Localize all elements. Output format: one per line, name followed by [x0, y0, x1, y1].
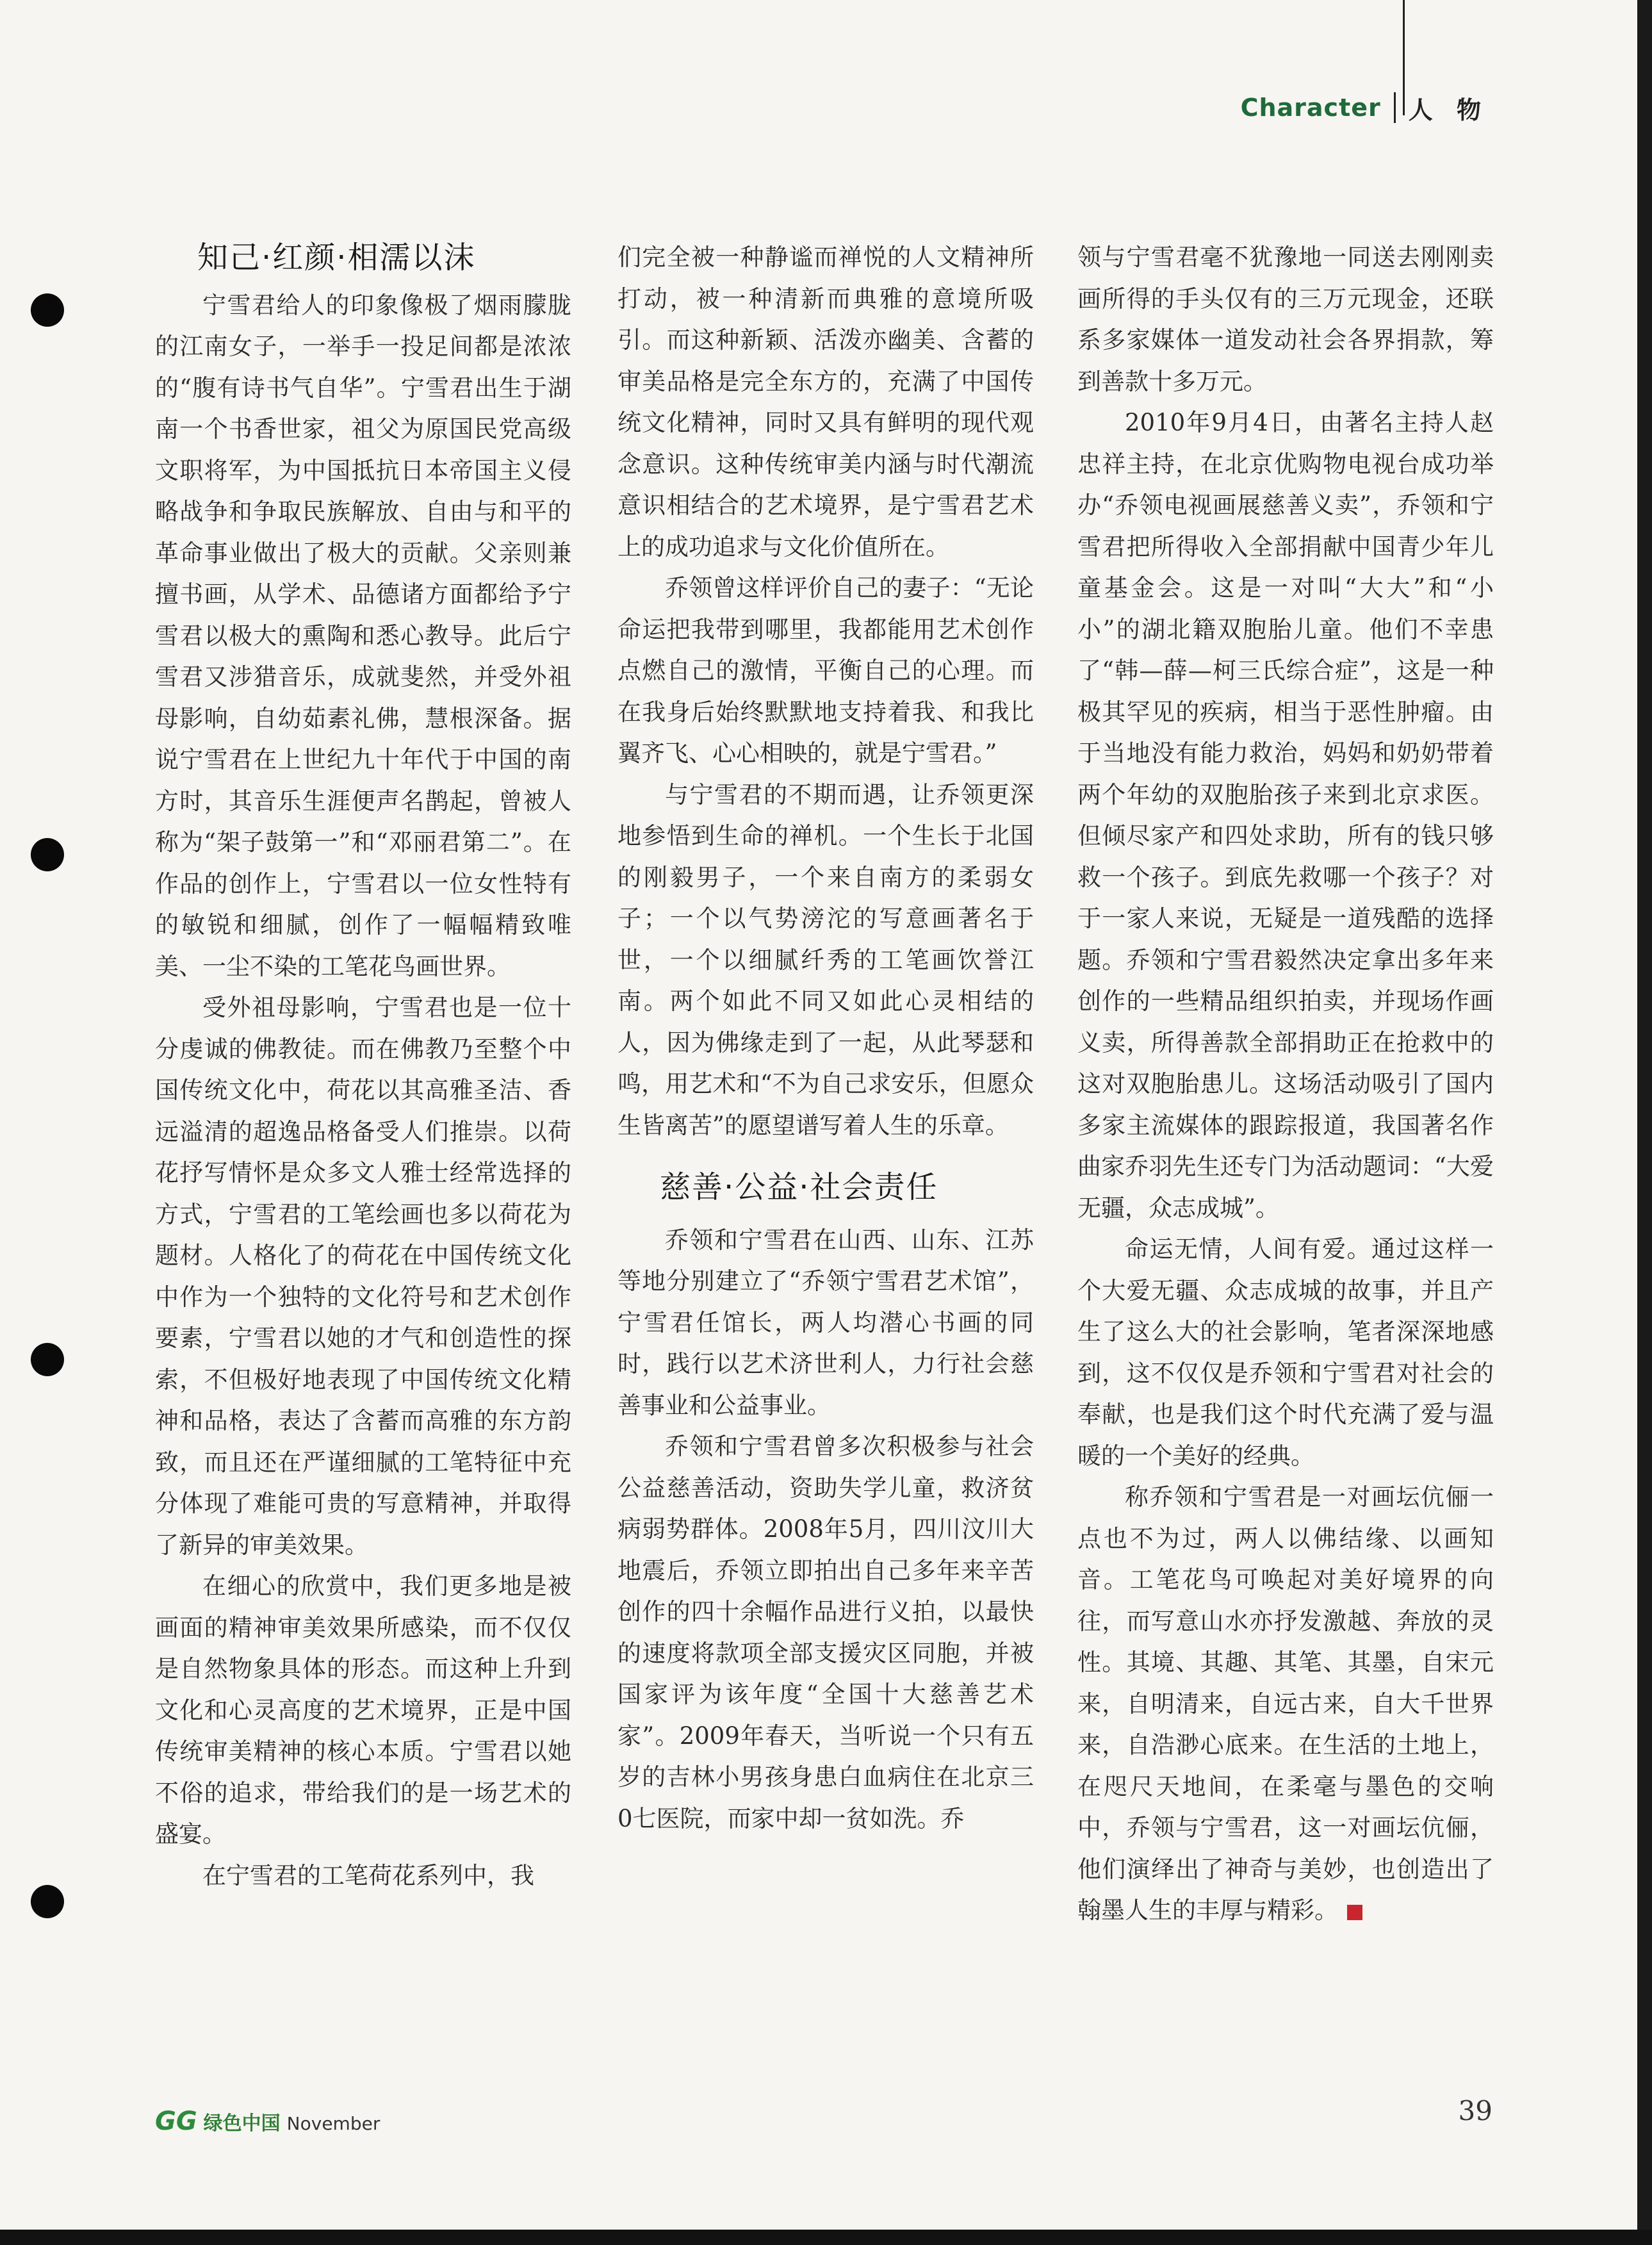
binder-hole: [31, 1885, 64, 1918]
paragraph-continued: 们完全被一种静谧而禅悦的人文精神所打动，被一种清新而典雅的意境所吸引。而这种新颖、活泼亦幽美、含蓄的审美品格是完全东方的，充满了中国传统文化精神，同时又具有鲜明的现代观念意识。这种传统审美内涵与时代潮流意识相结合的艺术境界，是宁雪君艺术上的成功追求与文化价值所在。: [617, 243, 1034, 561]
magazine-logo: GG: [155, 2107, 197, 2136]
section-label-en: Character: [1240, 94, 1381, 122]
end-of-article-mark: [1347, 1905, 1362, 1920]
section-title-1: 知己·红颜·相濡以沫: [197, 240, 476, 275]
paragraph: 2010年9月4日，由著名主持人赵忠祥主持，在北京优购物电视台成功举办“乔领电视画展慈善义卖”，乔领和宁雪君把所得收入全部捐献中国青少年儿童基金会。这是一对叫“大大”和“小小”的湖北籍双胞胎儿童。他们不幸患了“韩—薛—柯三氏综合症”，这是一种极其罕见的疾病，相当于恶性肿瘤。由于当地没有能力救治，妈妈和奶奶带着两个年幼的双胞胎孩子来到北京求医。但倾尽家产和四处求助，所有的钱只够救一个孩子。到底先救哪一个孩子？对于一家人来说，无疑是一道残酷的选择题。乔领和宁雪君毅然决定拿出多年来创作的一些精品组织拍卖，并现场作画义卖，所得善款全部捐助正在抢救中的这对双胞胎患儿。这场活动吸引了国内多家主流媒体的跟踪报道，我国著名作曲家乔羽先生还专门为活动题词：“大爱无疆，众志成城”。: [1077, 409, 1494, 1222]
paragraph-text: 称乔领和宁雪君是一对画坛伉俪一点也不为过，两人以佛结缘、以画知音。工笔花鸟可唤起对美好境界的向往，而写意山水亦抒发激越、奔放的灵性。其境、其趣、其笔、其墨，自宋元来，自明清来，自远古来，自大千世界来，自浩渺心底来。在生活的土地上，在咫尺天地间，在柔毫与墨色的交响中，乔领与宁雪君，这一对画坛伉俪，他们演绎出了神奇与美妙，也创造出了翰墨人生的丰厚与精彩。: [1077, 1483, 1494, 1924]
issue-month: November: [286, 2113, 380, 2134]
paragraph: 乔领曾这样评价自己的妻子：“无论命运把我带到哪里，我都能用艺术创作点燃自己的激情，平衡自己的心理。而在我身后始终默默地支持着我、和我比翼齐飞、心心相映的，就是宁雪君。”: [617, 574, 1034, 767]
scan-edge-bottom: [0, 2230, 1652, 2245]
paragraph: 在细心的欣赏中，我们更多地是被画面的精神审美效果所感染，而不仅仅是自然物象具体的形态。而这种上升到文化和心灵高度的艺术境界，正是中国传统审美精神的核心本质。宁雪君以她不俗的追求，带给我们的是一场艺术的盛宴。: [155, 1572, 571, 1848]
section-title-2: 慈善·公益·社会责任: [660, 1169, 938, 1205]
article-column-3: [1077, 237, 1494, 1932]
article-column-1: [155, 237, 571, 1896]
binder-hole: [31, 838, 64, 871]
paragraph: 命运无情，人间有爱。通过这样一个大爱无疆、众志成城的故事，并且产生了这么大的社会影响，笔者深深地感到，这不仅仅是乔领和宁雪君对社会的奉献，也是我们这个时代充满了爱与温暖的一个美好的经典。: [1077, 1235, 1494, 1470]
paragraph: 乔领和宁雪君曾多次积极参与社会公益慈善活动，资助失学儿童，救济贫病弱势群体。2008年5月，四川汶川大地震后，乔领立即拍出自己多年来辛苦创作的四十余幅作品进行义拍，以最快的速度将款项全部支援灾区同胞，并被国家评为该年度“全国十大慈善艺术家”。2009年春天，当听说一个只有五岁的吉林小男孩身患白血病住在北京三0七医院，而家中却一贫如洗。乔: [617, 1433, 1034, 1832]
page-footer: [155, 2107, 380, 2139]
paragraph: 与宁雪君的不期而遇，让乔领更深地参悟到生命的禅机。一个生长于北国的刚毅男子，一个来自南方的柔弱女子；一个以气势滂沱的写意画著名于世，一个以细腻纤秀的工笔画饮誉江南。两个如此不同又如此心灵相结的人，因为佛缘走到了一起，从此琴瑟和鸣，用艺术和“不为自己求安乐，但愿众生皆离苦”的愿望谱写着人生的乐章。: [617, 780, 1034, 1139]
paragraph-continued: 领与宁雪君毫不犹豫地一同送去刚刚卖画所得的手头仅有的三万元现金，还联系多家媒体一道发动社会各界捐款，筹到善款十多万元。: [1077, 243, 1494, 395]
binder-hole: [31, 1343, 64, 1376]
section-label-zh: 人 物: [1408, 95, 1489, 124]
section-header: [1241, 88, 1489, 127]
header-separator: [1394, 92, 1396, 123]
article-column-2: [617, 237, 1034, 1839]
scan-edge-right: [1637, 0, 1652, 2245]
paragraph: 乔领和宁雪君在山西、山东、江苏等地分别建立了“乔领宁雪君艺术馆”，宁雪君任馆长，两人均潜心书画的同时，践行以艺术济世利人，力行社会慈善事业和公益事业。: [617, 1226, 1034, 1419]
paragraph: 在宁雪君的工笔荷花系列中，我: [202, 1861, 534, 1889]
paragraph: 受外祖母影响，宁雪君也是一位十分虔诚的佛教徒。而在佛教乃至整个中国传统文化中，荷花以其高雅圣洁、香远溢清的超逸品格备受人们推崇。以荷花抒写情怀是众多文人雅士经常选择的方式，宁雪君的工笔绘画也多以荷花为题材。人格化了的荷花在中国传统文化中作为一个独特的文化符号和艺术创作要素，宁雪君以她的才气和创造性的探索，不但极好地表现了中国传统文化精神和品格，表达了含蓄而高雅的东方韵致，而且还在严谨细腻的工笔特征中充分体现了难能可贵的写意精神，并取得了新异的审美效果。: [155, 994, 571, 1559]
magazine-name: 绿色中国: [203, 2112, 281, 2135]
paragraph: 宁雪君给人的印象像极了烟雨朦胧的江南女子，一举手一投足间都是浓浓的“腹有诗书气自华”。宁雪君出生于湖南一个书香世家，祖父为原国民党高级文职将军，为中国抵抗日本帝国主义侵略战争和争取民族解放、自由与和平的革命事业做出了极大的贡献。父亲则兼擅书画，从学术、品德诸方面都给予宁雪君以极大的熏陶和悉心教导。此后宁雪君又涉猎音乐，成就斐然，并受外祖母影响，自幼茹素礼佛，慧根深备。据说宁雪君在上世纪九十年代于中国的南方时，其音乐生涯便声名鹊起，曾被人称为“架子鼓第一”和“邓丽君第二”。在作品的创作上，宁雪君以一位女性特有的敏锐和细腻，创作了一幅幅精致唯美、一尘不染的工笔花鸟画世界。: [155, 291, 571, 980]
paragraph-final: [1077, 1477, 1494, 1932]
binder-hole: [31, 293, 64, 327]
page-number: 39: [1458, 2095, 1493, 2126]
